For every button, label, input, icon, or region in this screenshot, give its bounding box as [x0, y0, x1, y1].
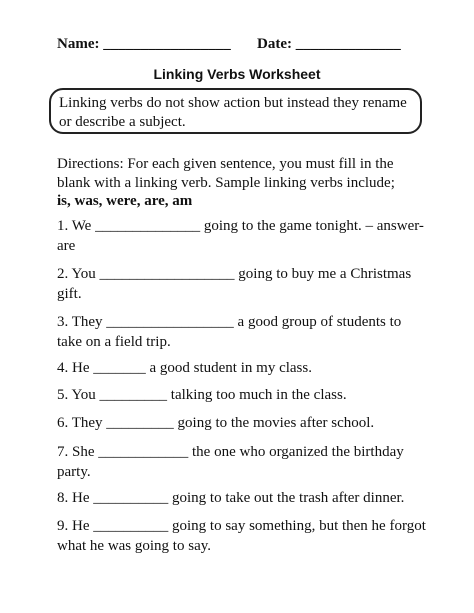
directions-text: Directions: For each given sentence, you must fill in the blank with a linking verb. Sample linking verbs include;	[57, 156, 395, 191]
question-5: 5. You _________ talking too much in the class.	[57, 387, 347, 403]
question-4: 4. He _______ a good student in my class.	[57, 360, 312, 376]
question-7: 7. She ____________ the one who organized the birthday party.	[57, 444, 404, 480]
name-field-label: Name: _________________	[57, 36, 231, 52]
worksheet-title: Linking Verbs Worksheet	[153, 66, 321, 82]
question-9: 9. He __________ going to say something, but then he forgot what he was going to say.	[57, 518, 426, 554]
definition-text: Linking verbs do not show action but instead they rename or describe a subject.	[59, 95, 407, 130]
question-3: 3. They _________________ a good group of students to take on a field trip.	[57, 314, 402, 350]
question-2: 2. You __________________ going to buy me a Christmas gift.	[57, 266, 412, 302]
question-1: 1. We ______________ going to the game tonight. – answer- are	[57, 218, 424, 254]
question-6: 6. They _________ going to the movies after school.	[57, 415, 375, 431]
definition-box	[49, 88, 422, 134]
date-field-label: Date: ______________	[257, 36, 401, 52]
question-8: 8. He __________ going to take out the trash after dinner.	[57, 490, 405, 506]
sample-linking-verbs: is, was, were, are, am	[57, 193, 193, 209]
directions	[57, 155, 427, 211]
